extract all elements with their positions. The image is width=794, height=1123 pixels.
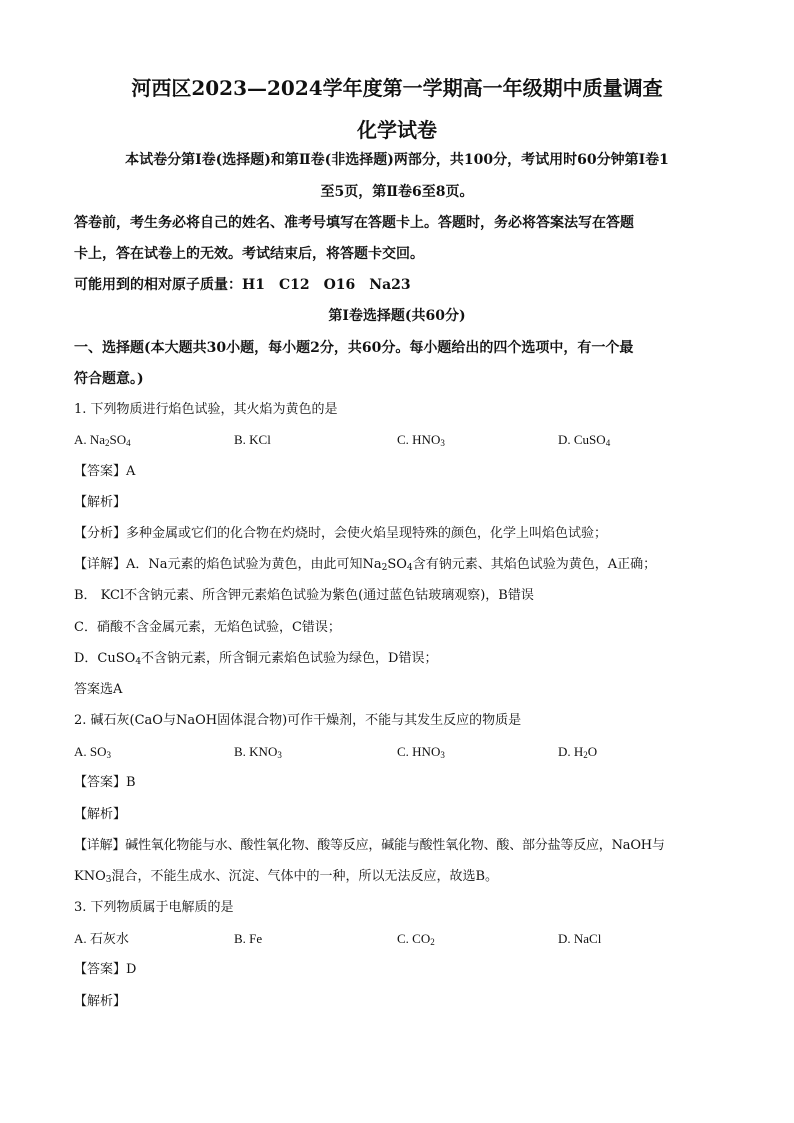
q2-option-a: A. $SO_3$: [74, 744, 112, 760]
intro-line-4: 卡上，答在试卷上的无效。考试结束后，将答题卡交回。: [74, 246, 424, 262]
q2-option-b: B. $KNO_3$: [234, 744, 282, 760]
q3-analysis-label: 【解析】: [74, 994, 127, 1009]
intro-line-3: 答卷前，考生务必将自己的姓名、准考号填写在答题卡上。答题时，务必将答案法写在答题: [74, 215, 634, 231]
atomic-mass-line: 可能用到的相对原子质量：H1 C12 O16 Na23: [74, 277, 411, 293]
q2-answer: 【答案】B: [74, 775, 136, 790]
q1-option-c: C. $HNO_3$: [397, 432, 445, 448]
q3-option-a: A. 石灰水: [74, 931, 129, 946]
q3-option-b: B. Fe: [234, 931, 263, 946]
q2-option-d: D. $H_2O$: [558, 744, 598, 760]
q1-option-b: B. KCl: [234, 432, 271, 447]
q3-option-c: C. $CO_2$: [397, 931, 435, 947]
q3-option-d: D. NaCl: [558, 931, 602, 946]
intro-line-1: 本试卷分第Ⅰ卷(选择题)和第Ⅱ卷(非选择题)两部分，共100分，考试用时60分钟第Ⅰ卷1: [125, 152, 669, 168]
q1-detail-a: 【详解】A．Na元素的焰色试验为黄色，由此可知$Na_2SO_4$含有钠元素、其焰色试验为黄色，A正确；: [74, 557, 657, 573]
q1-option-d: D. CuSO$_4$: [558, 432, 611, 448]
q1-detail-c: C．硝酸不含金属元素，无焰色试验，C错误；: [74, 620, 341, 635]
q1-detail-d: D．CuSO$_4$不含钠元素，所含铜元素焰色试验为绿色，D错误；: [74, 651, 438, 667]
q1-conclusion: 答案选A: [74, 682, 123, 697]
q1-detail-b: B． KCl不含钠元素、所含钾元素焰色试验为紫色(通过蓝色钴玻璃观察)，B错误: [74, 588, 534, 603]
q2-detail-1: 【详解】碱性氧化物能与水、酸性氧化物、酸等反应，碱能与酸性氧化物、酸、部分盐等反应，NaOH与: [74, 838, 665, 853]
question-2-stem: 2. 碱石灰(CaO与NaOH固体混合物)可作干燥剂，不能与其发生反应的物质是: [74, 713, 522, 728]
q1-answer: 【答案】A: [74, 464, 136, 479]
section-heading: 第Ⅰ卷选择题(共60分): [328, 308, 466, 324]
q1-analysis-label: 【解析】: [74, 495, 127, 510]
q1-option-a: A. $Na_2SO_4$: [74, 432, 131, 448]
question-3-stem: 3. 下列物质属于电解质的是: [74, 900, 234, 915]
section-instruction-1: 一、选择题(本大题共30小题，每小题2分，共60分。每小题给出的四个选项中，有一个最: [74, 340, 634, 356]
question-1-stem: 1. 下列物质进行焰色试验，其火焰为黄色的是: [74, 402, 338, 417]
q1-fenxi: 【分析】多种金属或它们的化合物在灼烧时，会使火焰呈现特殊的颜色，化学上叫焰色试验；: [74, 526, 608, 541]
q2-analysis-label: 【解析】: [74, 807, 127, 822]
q2-option-c: C. $HNO_3$: [397, 744, 445, 760]
exam-title: 河西区2023—2024学年度第一学期高一年级期中质量调查: [131, 76, 663, 100]
intro-line-2: 至5页，第Ⅱ卷6至8页。: [320, 184, 474, 200]
q2-detail-2: $KNO_3$混合，不能生成水、沉淀、气体中的一种，所以无法反应，故选B。: [74, 869, 499, 885]
q3-answer: 【答案】D: [74, 962, 137, 977]
exam-subtitle: 化学试卷: [357, 118, 437, 142]
section-instruction-2: 符合题意。): [74, 371, 144, 387]
